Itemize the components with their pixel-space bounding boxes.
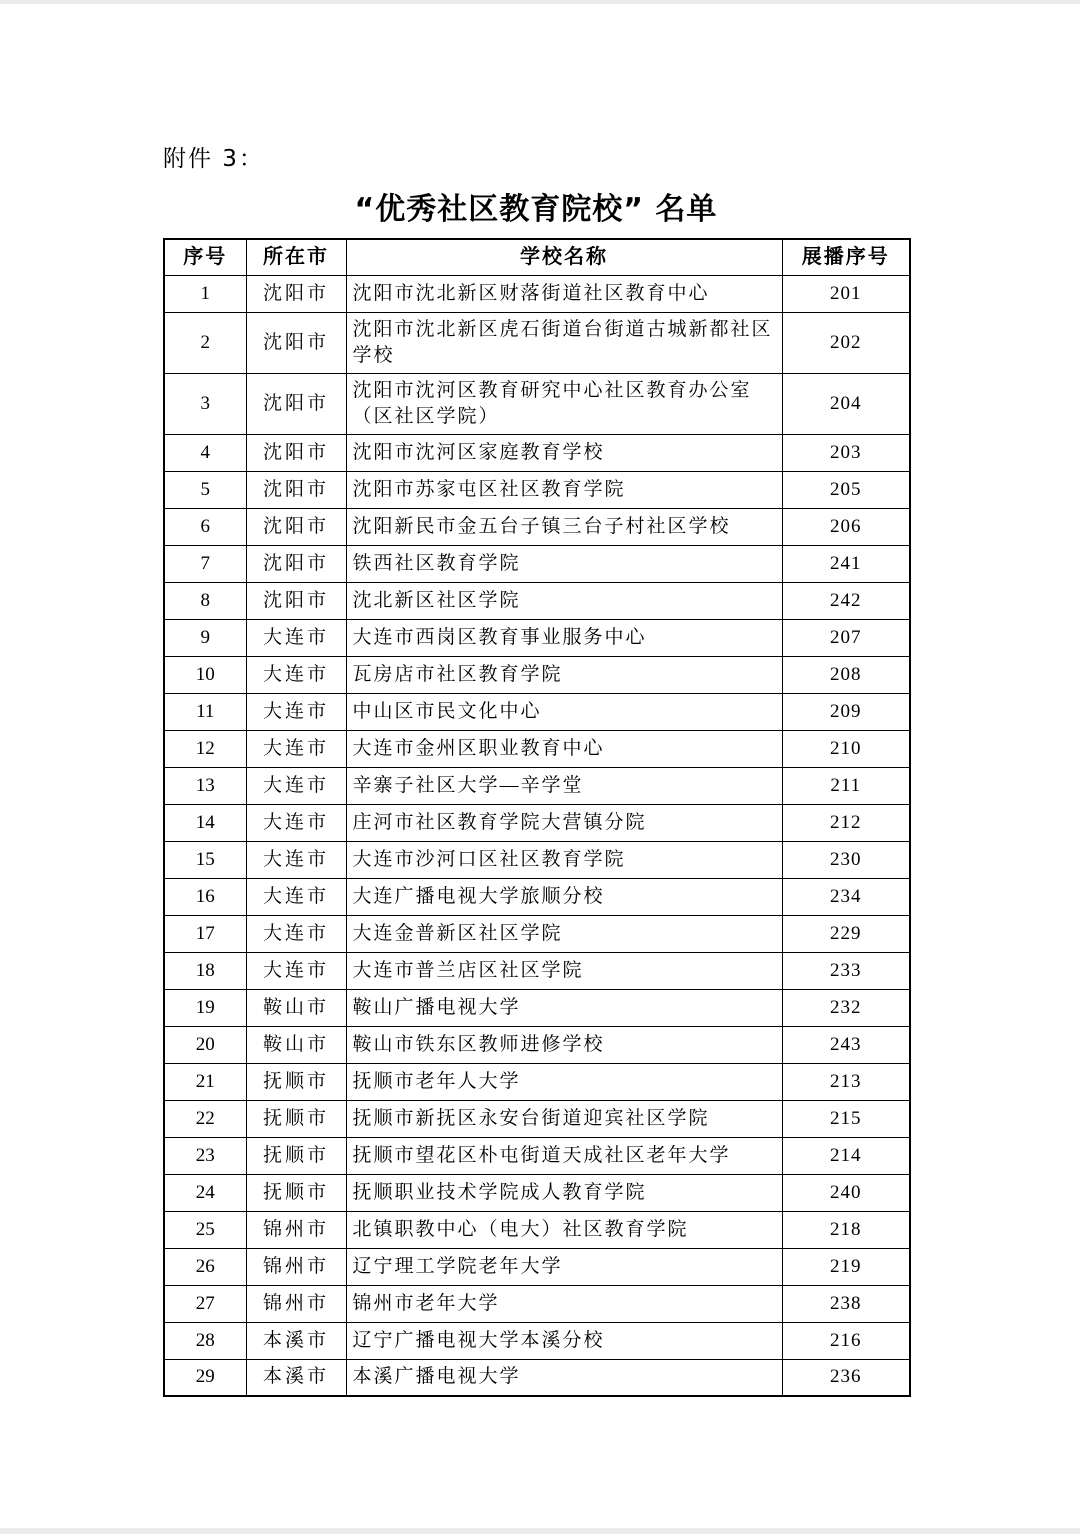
serial-number-cell: 23 [164, 1137, 246, 1174]
display-number-cell: 232 [782, 989, 910, 1026]
school-name-cell: 大连金普新区社区学院 [346, 915, 782, 952]
serial-number-cell: 4 [164, 434, 246, 471]
school-name-cell: 沈阳市苏家屯区社区教育学院 [346, 471, 782, 508]
school-name-cell: 抚顺职业技术学院成人教育学院 [346, 1174, 782, 1211]
table-row [164, 582, 910, 619]
page-bottom-edge [0, 1528, 1080, 1534]
display-number-cell: 207 [782, 619, 910, 656]
table-row [164, 1248, 910, 1285]
school-name-cell: 抚顺市望花区朴屯街道天成社区老年大学 [346, 1137, 782, 1174]
serial-number-cell: 15 [164, 841, 246, 878]
city-cell: 大连市 [246, 878, 346, 915]
display-number-cell: 243 [782, 1026, 910, 1063]
display-number-cell: 218 [782, 1211, 910, 1248]
table-header-row [164, 239, 910, 275]
display-number-cell: 209 [782, 693, 910, 730]
city-cell: 大连市 [246, 841, 346, 878]
school-name-cell: 大连市普兰店区社区学院 [346, 952, 782, 989]
serial-number-cell: 16 [164, 878, 246, 915]
city-cell: 本溪市 [246, 1322, 346, 1359]
table-row [164, 767, 910, 804]
school-name-cell: 庄河市社区教育学院大营镇分院 [346, 804, 782, 841]
display-number-cell: 233 [782, 952, 910, 989]
school-name-cell: 瓦房店市社区教育学院 [346, 656, 782, 693]
school-name-cell: 辛寨子社区大学—辛学堂 [346, 767, 782, 804]
display-number-cell: 241 [782, 545, 910, 582]
school-name-cell: 中山区市民文化中心 [346, 693, 782, 730]
city-cell: 沈阳市 [246, 508, 346, 545]
table-row [164, 508, 910, 545]
serial-number-cell: 14 [164, 804, 246, 841]
city-cell: 鞍山市 [246, 989, 346, 1026]
page-title: “优秀社区教育院校” 名单 [354, 192, 718, 227]
serial-number-cell: 27 [164, 1285, 246, 1322]
table-row [164, 804, 910, 841]
display-number-cell: 203 [782, 434, 910, 471]
table-row [164, 915, 910, 952]
serial-number-cell: 29 [164, 1359, 246, 1396]
school-name-cell: 沈北新区社区学院 [346, 582, 782, 619]
display-number-cell: 230 [782, 841, 910, 878]
display-number-cell: 242 [782, 582, 910, 619]
city-cell: 沈阳市 [246, 373, 346, 434]
header-serial-number: 序号 [164, 239, 246, 275]
city-cell: 大连市 [246, 915, 346, 952]
table-row [164, 545, 910, 582]
city-cell: 大连市 [246, 767, 346, 804]
city-cell: 大连市 [246, 693, 346, 730]
display-number-cell: 216 [782, 1322, 910, 1359]
serial-number-cell: 6 [164, 508, 246, 545]
display-number-cell: 214 [782, 1137, 910, 1174]
serial-number-cell: 28 [164, 1322, 246, 1359]
table-row [164, 841, 910, 878]
table-row [164, 1026, 910, 1063]
table-row [164, 1322, 910, 1359]
school-name-cell: 沈阳新民市金五台子镇三台子村社区学校 [346, 508, 782, 545]
table-row [164, 730, 910, 767]
school-name-cell: 大连广播电视大学旅顺分校 [346, 878, 782, 915]
serial-number-cell: 18 [164, 952, 246, 989]
serial-number-cell: 13 [164, 767, 246, 804]
table-row [164, 275, 910, 312]
city-cell: 锦州市 [246, 1248, 346, 1285]
serial-number-cell: 12 [164, 730, 246, 767]
attachment-label: 附件 3： [163, 146, 264, 172]
table-row [164, 373, 910, 434]
serial-number-cell: 24 [164, 1174, 246, 1211]
display-number-cell: 238 [782, 1285, 910, 1322]
display-number-cell: 236 [782, 1359, 910, 1396]
serial-number-cell: 5 [164, 471, 246, 508]
city-cell: 抚顺市 [246, 1100, 346, 1137]
table-row [164, 1285, 910, 1322]
city-cell: 大连市 [246, 804, 346, 841]
serial-number-cell: 19 [164, 989, 246, 1026]
table-row [164, 312, 910, 373]
table-row [164, 1359, 910, 1396]
school-name-cell: 大连市沙河口区社区教育学院 [346, 841, 782, 878]
serial-number-cell: 22 [164, 1100, 246, 1137]
header-school-name: 学校名称 [346, 239, 782, 275]
school-name-cell: 鞍山市铁东区教师进修学校 [346, 1026, 782, 1063]
school-name-cell: 抚顺市老年人大学 [346, 1063, 782, 1100]
page-top-edge [0, 0, 1080, 4]
city-cell: 沈阳市 [246, 582, 346, 619]
city-cell: 沈阳市 [246, 312, 346, 373]
school-name-cell: 本溪广播电视大学 [346, 1359, 782, 1396]
serial-number-cell: 1 [164, 275, 246, 312]
display-number-cell: 229 [782, 915, 910, 952]
serial-number-cell: 3 [164, 373, 246, 434]
city-cell: 抚顺市 [246, 1137, 346, 1174]
city-cell: 锦州市 [246, 1211, 346, 1248]
display-number-cell: 201 [782, 275, 910, 312]
table-row [164, 989, 910, 1026]
school-name-cell: 辽宁理工学院老年大学 [346, 1248, 782, 1285]
table-row [164, 693, 910, 730]
display-number-cell: 205 [782, 471, 910, 508]
serial-number-cell: 8 [164, 582, 246, 619]
display-number-cell: 202 [782, 312, 910, 373]
city-cell: 大连市 [246, 952, 346, 989]
school-name-cell: 沈阳市沈北新区财落街道社区教育中心 [346, 275, 782, 312]
serial-number-cell: 7 [164, 545, 246, 582]
serial-number-cell: 11 [164, 693, 246, 730]
serial-number-cell: 20 [164, 1026, 246, 1063]
display-number-cell: 212 [782, 804, 910, 841]
city-cell: 抚顺市 [246, 1063, 346, 1100]
school-name-cell: 大连市金州区职业教育中心 [346, 730, 782, 767]
display-number-cell: 219 [782, 1248, 910, 1285]
header-display-number: 展播序号 [782, 239, 910, 275]
table-row [164, 471, 910, 508]
school-name-cell: 抚顺市新抚区永安台街道迎宾社区学院 [346, 1100, 782, 1137]
school-name-cell: 沈阳市沈北新区虎石街道台街道古城新都社区学校 [346, 312, 782, 373]
school-name-cell: 锦州市老年大学 [346, 1285, 782, 1322]
school-name-cell: 沈阳市沈河区家庭教育学校 [346, 434, 782, 471]
city-cell: 大连市 [246, 656, 346, 693]
city-cell: 本溪市 [246, 1359, 346, 1396]
table-row [164, 434, 910, 471]
display-number-cell: 210 [782, 730, 910, 767]
table-row [164, 1211, 910, 1248]
table-row [164, 878, 910, 915]
city-cell: 沈阳市 [246, 545, 346, 582]
city-cell: 大连市 [246, 619, 346, 656]
city-cell: 沈阳市 [246, 434, 346, 471]
school-name-cell: 大连市西岗区教育事业服务中心 [346, 619, 782, 656]
table-row [164, 1100, 910, 1137]
table-row [164, 1137, 910, 1174]
city-cell: 锦州市 [246, 1285, 346, 1322]
city-cell: 沈阳市 [246, 471, 346, 508]
city-cell: 大连市 [246, 730, 346, 767]
display-number-cell: 204 [782, 373, 910, 434]
city-cell: 鞍山市 [246, 1026, 346, 1063]
display-number-cell: 213 [782, 1063, 910, 1100]
table-row [164, 1174, 910, 1211]
serial-number-cell: 21 [164, 1063, 246, 1100]
serial-number-cell: 26 [164, 1248, 246, 1285]
school-name-cell: 北镇职教中心（电大）社区教育学院 [346, 1211, 782, 1248]
table-row [164, 1063, 910, 1100]
table-row [164, 619, 910, 656]
table-row [164, 952, 910, 989]
display-number-cell: 240 [782, 1174, 910, 1211]
display-number-cell: 234 [782, 878, 910, 915]
serial-number-cell: 10 [164, 656, 246, 693]
display-number-cell: 206 [782, 508, 910, 545]
display-number-cell: 211 [782, 767, 910, 804]
serial-number-cell: 17 [164, 915, 246, 952]
schools-table [163, 238, 911, 1397]
school-name-cell: 铁西社区教育学院 [346, 545, 782, 582]
display-number-cell: 215 [782, 1100, 910, 1137]
city-cell: 抚顺市 [246, 1174, 346, 1211]
school-name-cell: 辽宁广播电视大学本溪分校 [346, 1322, 782, 1359]
display-number-cell: 208 [782, 656, 910, 693]
serial-number-cell: 9 [164, 619, 246, 656]
serial-number-cell: 2 [164, 312, 246, 373]
header-city: 所在市 [246, 239, 346, 275]
serial-number-cell: 25 [164, 1211, 246, 1248]
school-name-cell: 沈阳市沈河区教育研究中心社区教育办公室（区社区学院） [346, 373, 782, 434]
table-row [164, 656, 910, 693]
school-name-cell: 鞍山广播电视大学 [346, 989, 782, 1026]
city-cell: 沈阳市 [246, 275, 346, 312]
